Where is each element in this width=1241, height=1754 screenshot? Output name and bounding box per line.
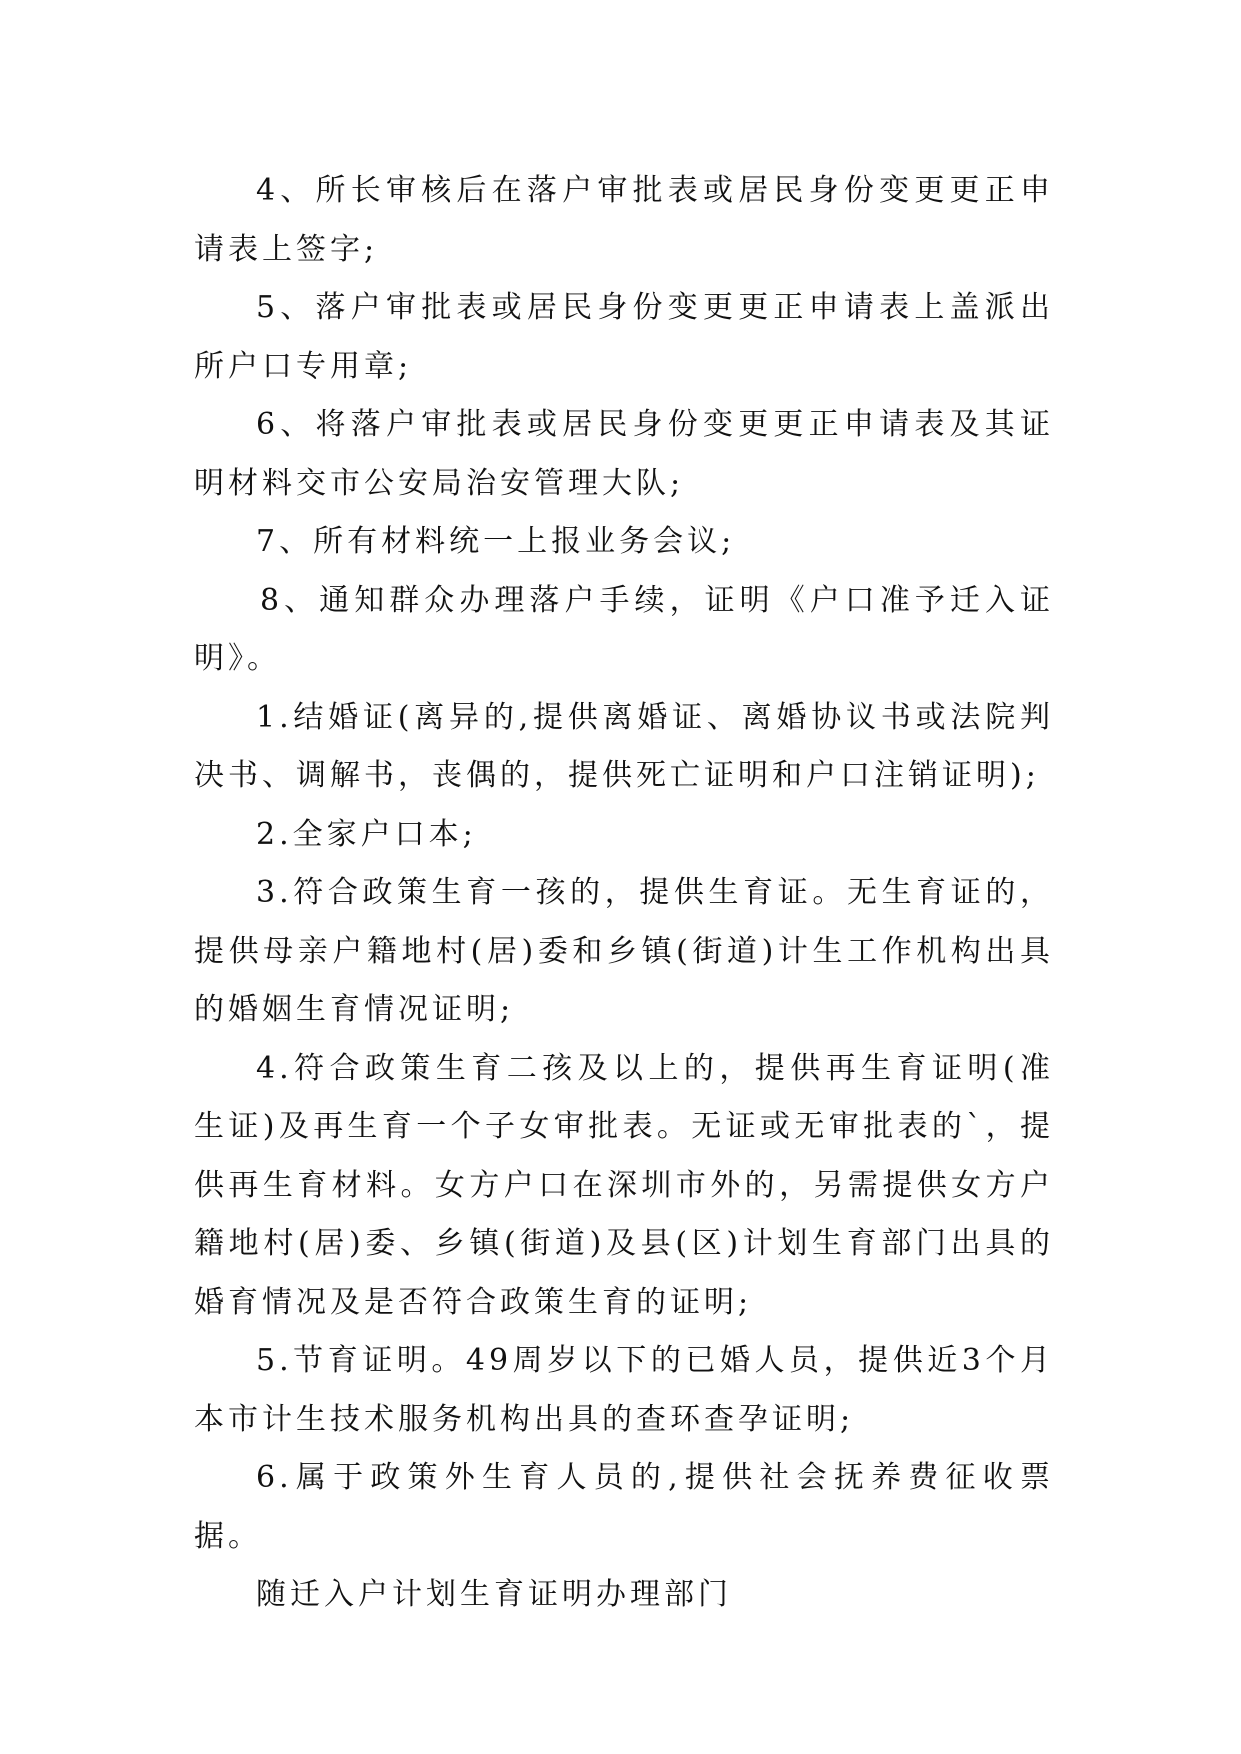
paragraph-material-1: 1.结婚证(离异的,提供离婚证、离婚协议书或法院判决书、调解书，丧偶的，提供死亡证明和户口注销证明); [194, 699, 1054, 793]
paragraph-step-8: 8、通知群众办理落户手续，证明《户口准予迁入证明》。 [194, 582, 1054, 676]
paragraph-section-heading: 随迁入户计划生育证明办理部门 [256, 1577, 732, 1612]
paragraph-material-4: 4.符合政策生育二孩及以上的，提供再生育证明(准生证)及再生育一个子女审批表。无证或无审批表的`，提供再生育材料。女方户口在深圳市外的，另需提供女方户籍地村(居)委、乡镇(街道)及县(区)计划生育部门出具的婚育情况及是否符合政策生育的证明; [194, 1050, 1054, 1320]
document-body [194, 162, 1054, 1625]
paragraph-step-4: 4、所长审核后在落户审批表或居民身份变更更正申请表上签字; [194, 173, 1054, 267]
paragraph-material-6: 6.属于政策外生育人员的,提供社会抚养费征收票据。 [194, 1460, 1054, 1554]
paragraph-material-3: 3.符合政策生育一孩的，提供生育证。无生育证的，提供母亲户籍地村(居)委和乡镇(街道)计生工作机构出具的婚姻生育情况证明; [194, 875, 1054, 1027]
paragraph-step-5: 5、落户审批表或居民身份变更更正申请表上盖派出所户口专用章; [194, 290, 1054, 384]
paragraph-material-5: 5.节育证明。49周岁以下的已婚人员，提供近3个月本市计生技术服务机构出具的查环查孕证明; [194, 1343, 1054, 1437]
paragraph-step-6: 6、将落户审批表或居民身份变更更正申请表及其证明材料交市公安局治安管理大队; [194, 407, 1054, 501]
paragraph-material-2: 2.全家户口本; [256, 816, 477, 852]
paragraph-step-7: 7、所有材料统一上报业务会议; [256, 524, 736, 559]
